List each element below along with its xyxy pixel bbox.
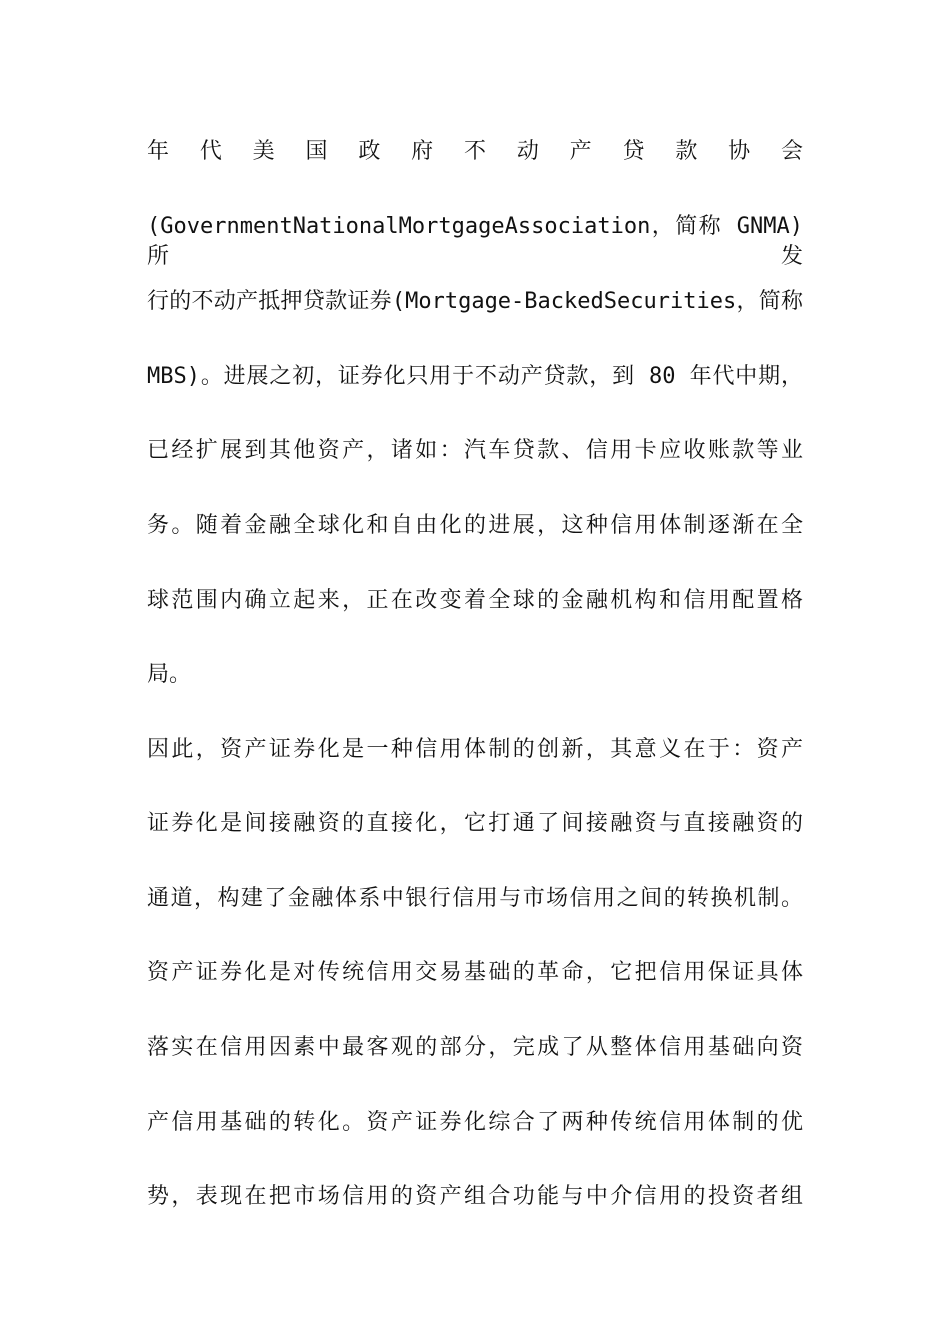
text-line-3: 行的不动产抵押贷款证券(Mortgage-BackedSecurities，简称: [147, 289, 803, 314]
text-line-5: 已经扩展到其他资产，诸如：汽车贷款、信用卡应收账款等业: [147, 438, 803, 463]
text-line-15: 势，表现在把市场信用的资产组合功能与中介信用的投资者组: [147, 1184, 803, 1209]
text-line-6: 务。随着金融全球化和自由化的进展，这种信用体制逐渐在全: [147, 513, 803, 538]
text-line-1: 年 代 美 国 政 府 不 动 产 贷 款 协 会: [147, 139, 803, 164]
text-line-7: 球范围内确立起来，正在改变着全球的金融机构和信用配置格: [147, 588, 803, 613]
text-line-13: 落实在信用因素中最客观的部分，完成了从整体信用基础向资: [147, 1035, 803, 1060]
text-line-4: MBS)。进展之初，证券化只用于不动产贷款，到 80 年代中期，: [147, 364, 803, 389]
text-line-9: 因此，资产证券化是一种信用体制的创新，其意义在于：资产: [147, 737, 803, 762]
text-line-12: 资产证券化是对传统信用交易基础的革命，它把信用保证具体: [147, 960, 803, 985]
text-line-11: 通道，构建了金融体系中银行信用与市场信用之间的转换机制。: [147, 886, 803, 911]
text-line-8: 局。: [147, 662, 192, 687]
text-line-10: 证券化是间接融资的直接化，它打通了间接融资与直接融资的: [147, 811, 803, 836]
text-line-2: (GovernmentNationalMortgageAssociation，简称 GNMA)所发: [147, 214, 803, 269]
text-line-14: 产信用基础的转化。资产证券化综合了两种传统信用体制的优: [147, 1110, 803, 1135]
